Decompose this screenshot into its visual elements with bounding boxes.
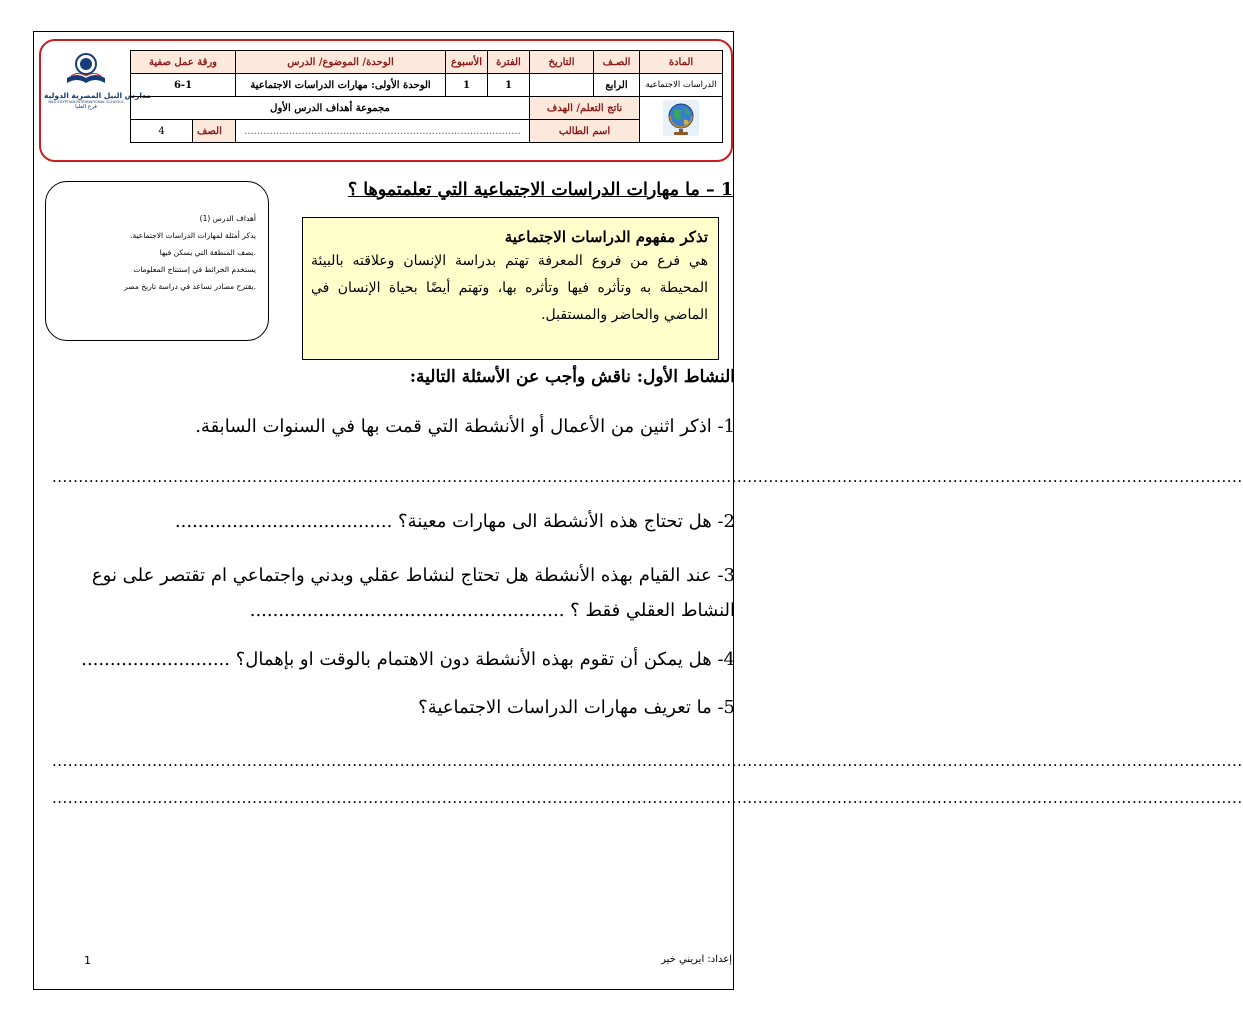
school-name-en: NILE EGYPTIAN INTERNATIONAL SCHOOLS — [48, 100, 124, 104]
lesson-objectives-box — [45, 181, 269, 341]
value-subject: الدراسات الاجتماعية — [640, 74, 723, 97]
answer-line-5a[interactable]: .................................................................................................................................................................................................................................. — [52, 752, 1243, 770]
label-worksheet: ورقة عمل صفية — [131, 51, 236, 74]
objective-item-2: .يصف المنطقة التي يسكن فيها — [159, 248, 256, 257]
label-term: الفترة — [488, 51, 530, 74]
objective-item-1: يذكر أمثلة لمهارات الدراسات الاجتماعية. — [130, 231, 256, 240]
value-unit-lesson: الوحدة الأولى: مهارات الدراسات الاجتماعية — [236, 74, 446, 97]
header-row-values — [131, 74, 723, 97]
value-week: 1 — [446, 74, 488, 97]
value-date[interactable] — [530, 74, 594, 97]
label-week: الأسبوع — [446, 51, 488, 74]
label-date: التاريخ — [530, 51, 594, 74]
value-learning-outcome: مجموعة أهداف الدرس الأول — [131, 97, 530, 120]
globe-cell — [640, 97, 723, 143]
answer-line-5b[interactable]: .................................................................................................................................................................................................................................. — [52, 789, 1243, 807]
school-logo — [44, 52, 151, 112]
label-student-name: اسم الطالب — [530, 120, 640, 143]
value-term: 1 — [488, 74, 530, 97]
school-name-ar: مدارس النيل المصرية الدولية — [44, 91, 151, 100]
label-learning-outcome: ناتج التعلم/ الهدف — [530, 97, 640, 120]
student-name-field[interactable]: ....................................................................................... — [236, 120, 530, 143]
activity-title: النشاط الأول: ناقش وأجب عن الأسئلة التالية: — [409, 367, 735, 387]
question-3-continued: النشاط العقلي فقط ؟ ....................................................... — [249, 600, 735, 621]
label-class: الصف — [193, 120, 236, 143]
question-5: 5- ما تعريف مهارات الدراسات الاجتماعية؟ — [418, 697, 735, 718]
concept-heading: تذكر مفهوم الدراسات الاجتماعية — [504, 228, 708, 246]
value-worksheet: 6-1 — [131, 74, 236, 97]
header-row-student — [131, 120, 723, 143]
school-branch: فرع العليا — [75, 104, 97, 110]
concept-box — [302, 217, 719, 360]
header-row-outcome — [131, 97, 723, 120]
footer-page-number: 1 — [84, 954, 91, 967]
school-logo-icon — [63, 52, 109, 86]
concept-body: هي فرع من فروع المعرفة تهتم بدراسة الإنسان وعلاقته بالبيئة المحيطة به وتأثره فيها وتأثره بها، وتهتم أيضًا بحياة الإنسان في الماضي والحاضر والمستقبل. — [311, 253, 708, 323]
header-row-labels — [131, 51, 723, 74]
value-class: 4 — [131, 120, 193, 143]
question-2: 2- هل تحتاج هذه الأنشطة الى مهارات معينة؟ ...................................... — [174, 511, 735, 532]
question-4: 4- هل يمكن أن تقوم بهذه الأنشطة دون الاهتمام بالوقت او بإهمال؟ .......................... — [81, 649, 735, 670]
question-3: 3- عند القيام بهذه الأنشطة هل تحتاج لنشاط عقلي وبدني واجتماعي ام تقتصر على نوع — [91, 565, 735, 586]
footer-author: إعداد: ايريني خير — [661, 954, 732, 965]
globe-icon — [662, 99, 700, 137]
objectives-title: أهداف الدرس (1) — [199, 214, 256, 223]
objective-item-3: يستخدم الخرائط في إستنتاج المعلومات — [133, 265, 256, 274]
value-grade: الرابع — [594, 74, 640, 97]
main-question-title: 1 – ما مهارات الدراسات الاجتماعية التي تعلمتموها ؟ — [347, 180, 733, 200]
label-grade: الصـف — [594, 51, 640, 74]
objective-item-4: .يقترح مصادر تساعد في دراسة تاريخ مصر — [124, 282, 256, 291]
header-table — [130, 50, 723, 143]
label-subject: المادة — [640, 51, 723, 74]
answer-line-1[interactable]: .................................................................................................................................................................................................................................. — [52, 468, 1243, 486]
question-1: 1- اذكر اثنين من الأعمال أو الأنشطة التي قمت بها في السنوات السابقة. — [195, 416, 735, 437]
label-unit-lesson: الوحدة/ الموضوع/ الدرس — [236, 51, 446, 74]
